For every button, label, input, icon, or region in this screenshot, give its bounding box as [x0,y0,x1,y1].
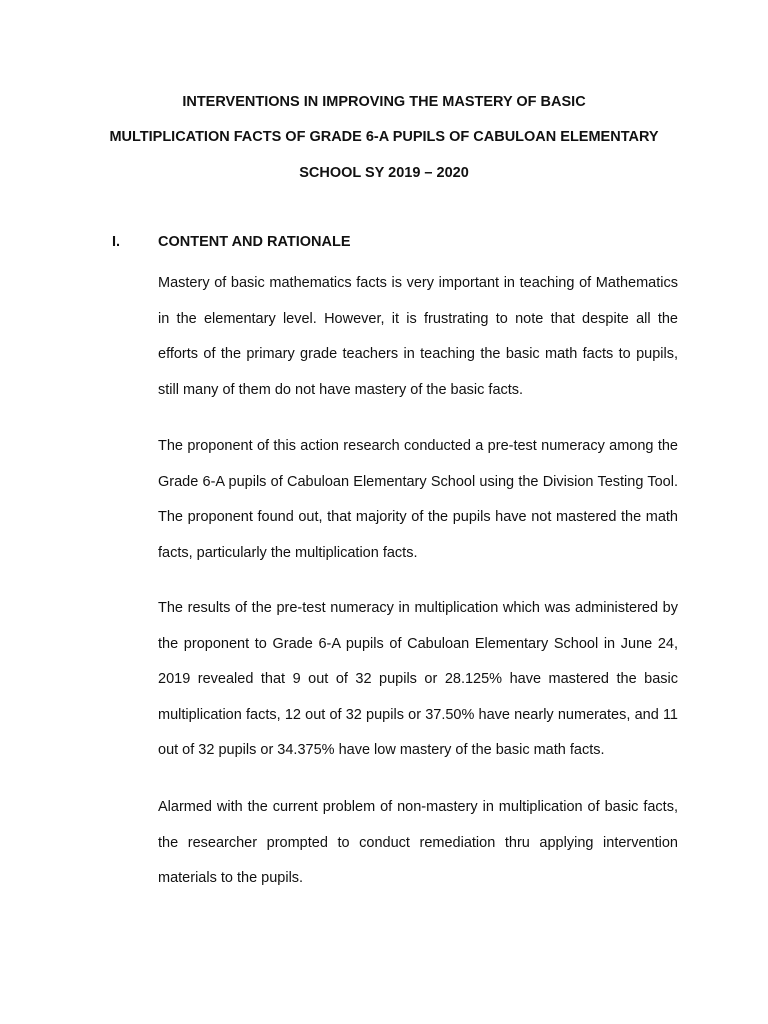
section-number: I. [112,234,121,250]
section-title: CONTENT AND RATIONALE [158,234,351,250]
paragraph-1: Mastery of basic mathematics facts is very important in teaching of Mathematics in the elementary level. However, it is frustrating to note that despite all the efforts of the primary grade teachers in teaching the basic math facts to pupils, still many of them do not have mastery of the basic facts. [158,275,678,398]
paragraph-2: The proponent of this action research conducted a pre-test numeracy among the Grade 6-A pupils of Cabuloan Elementary School using the Division Testing Tool. The proponent found out, that majority of the pupils have not mastered the math facts, particularly the multiplication facts. [158,438,678,561]
title-line-3: SCHOOL SY 2019 – 2020 [299,165,469,181]
title-line-1: INTERVENTIONS IN IMPROVING THE MASTERY OF BASIC [182,94,586,110]
title-line-2: MULTIPLICATION FACTS OF GRADE 6-A PUPILS OF CABULOAN ELEMENTARY [109,129,659,145]
paragraph-4: Alarmed with the current problem of non-mastery in multiplication of basic facts, the researcher prompted to conduct remediation thru applying intervention materials to the pupils. [158,799,678,886]
section-heading [112,233,351,251]
paragraph-3: The results of the pre-test numeracy in multiplication which was administered by the proponent to Grade 6-A pupils of Cabuloan Elementary School in June 24, 2019 revealed that 9 out of 32 pupils or 28.125% have mastered the basic multiplication facts, 12 out of 32 pupils or 37.50% have nearly numerates, and 11 out of 32 pupils or 34.375% have low mastery of the basic math facts. [158,600,678,758]
